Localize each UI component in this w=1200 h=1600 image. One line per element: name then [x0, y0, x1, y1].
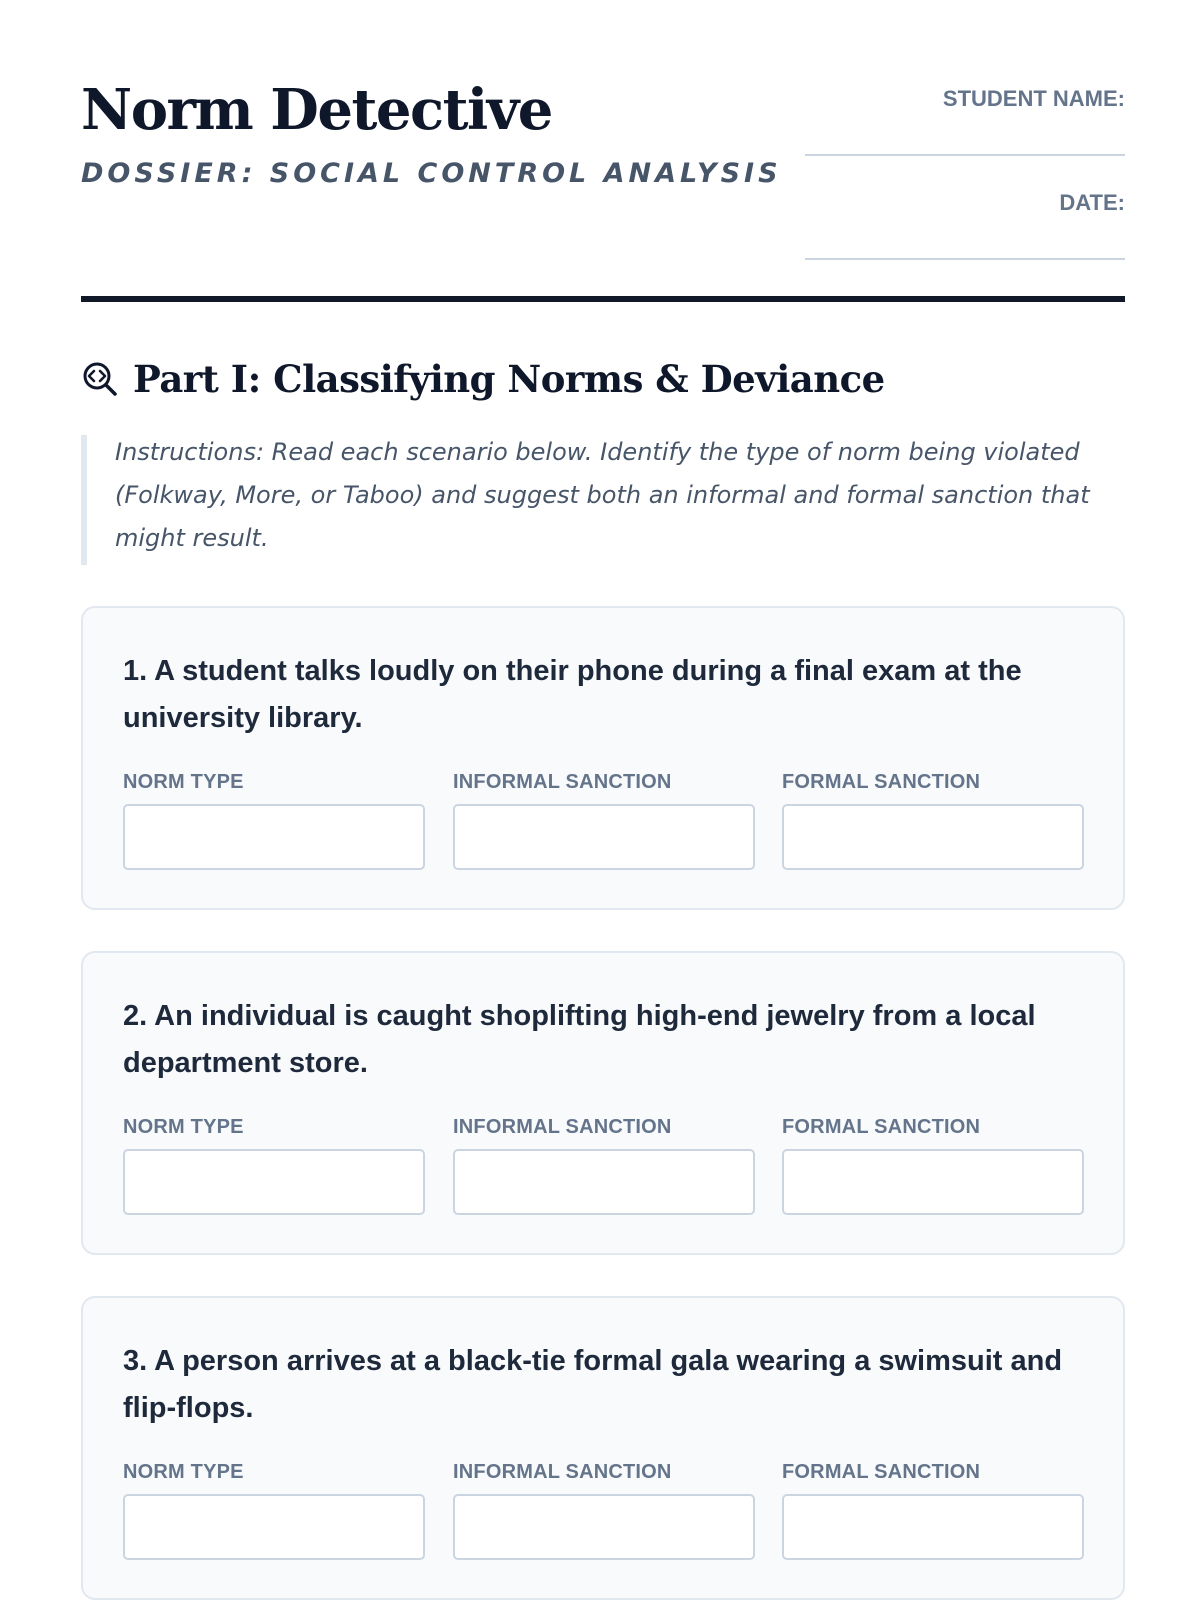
norm-type-label: NORM TYPE	[123, 1461, 244, 1483]
magnifier-icon	[81, 360, 119, 398]
header	[81, 0, 1125, 302]
norm-type-input[interactable]	[123, 804, 425, 870]
student-name-line[interactable]	[805, 154, 1125, 156]
norm-type-label: NORM TYPE	[123, 1116, 244, 1138]
informal-sanction-input[interactable]	[453, 1494, 755, 1560]
student-meta	[805, 88, 1125, 296]
informal-sanction-label: INFORMAL SANCTION	[453, 1116, 672, 1138]
informal-sanction-field	[453, 1462, 755, 1560]
date-label: DATE:	[1059, 190, 1125, 215]
formal-sanction-field	[782, 1117, 1084, 1215]
formal-sanction-label: FORMAL SANCTION	[782, 1116, 981, 1138]
worksheet-page	[81, 0, 1125, 1483]
instructions-text: Instructions: Read each scenario below. Identify the type of norm being violated (Folkway, More, or Taboo) and suggest both an informal and formal sanction that might result.	[115, 438, 1090, 552]
formal-sanction-field	[782, 772, 1084, 870]
formal-sanction-label: FORMAL SANCTION	[782, 771, 981, 793]
norm-type-field	[123, 772, 425, 870]
formal-sanction-input[interactable]	[782, 1149, 1084, 1215]
informal-sanction-label: INFORMAL SANCTION	[453, 771, 672, 793]
norm-type-input[interactable]	[123, 1494, 425, 1560]
norm-type-input[interactable]	[123, 1149, 425, 1215]
informal-sanction-label: INFORMAL SANCTION	[453, 1461, 672, 1483]
scenario-card	[81, 951, 1125, 1255]
section-title: Part I: Classifying Norms & Deviance	[133, 356, 885, 401]
scenario-card	[81, 1296, 1125, 1600]
scenario-text: 2. An individual is caught shoplifting high-end jewelry from a local department store.	[123, 1000, 1036, 1079]
norm-type-label: NORM TYPE	[123, 771, 244, 793]
date-field	[805, 192, 1125, 260]
informal-sanction-input[interactable]	[453, 1149, 755, 1215]
page-subtitle: DOSSIER: SOCIAL CONTROL ANALYSIS	[81, 158, 782, 189]
scenario-text: 3. A person arrives at a black-tie formal gala wearing a swimsuit and flip-flops.	[123, 1345, 1063, 1424]
informal-sanction-input[interactable]	[453, 804, 755, 870]
norm-type-field	[123, 1462, 425, 1560]
student-name-label: STUDENT NAME:	[942, 86, 1125, 111]
scenario-text: 1. A student talks loudly on their phone during a final exam at the university library.	[123, 655, 1022, 734]
informal-sanction-field	[453, 1117, 755, 1215]
formal-sanction-field	[782, 1462, 1084, 1560]
norm-type-field	[123, 1117, 425, 1215]
formal-sanction-input[interactable]	[782, 1494, 1084, 1560]
formal-sanction-label: FORMAL SANCTION	[782, 1461, 981, 1483]
informal-sanction-field	[453, 772, 755, 870]
section-heading	[81, 356, 885, 401]
date-line[interactable]	[805, 258, 1125, 260]
instructions	[81, 435, 1125, 565]
student-name-field	[805, 88, 1125, 156]
formal-sanction-input[interactable]	[782, 804, 1084, 870]
scenario-card	[81, 606, 1125, 910]
page-title: Norm Detective	[81, 77, 552, 143]
